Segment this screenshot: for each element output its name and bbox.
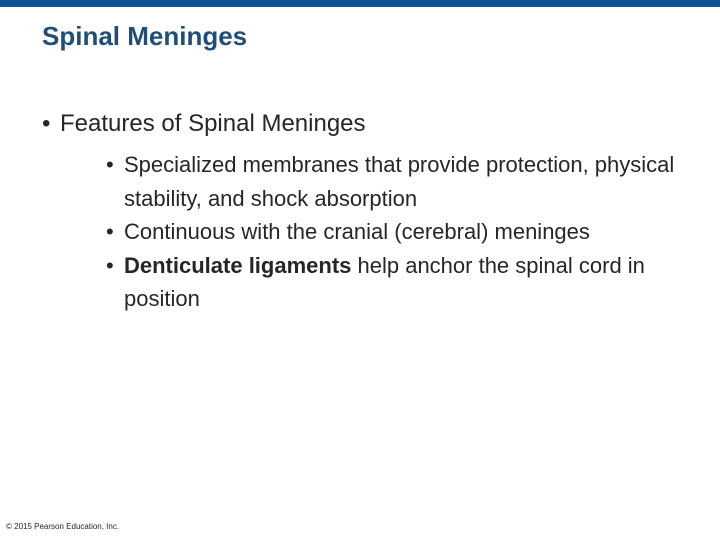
bullet-dot-icon: • [42, 110, 51, 137]
top-accent-bar [0, 0, 720, 7]
sub-bullet-text: help anchor the spinal cord in position [124, 252, 645, 311]
slide-title: Spinal Meninges [42, 21, 248, 51]
bullet-features [42, 108, 692, 316]
sub-bullet-text: Specialized membranes that provide protection, physical stability, and shock absorption [124, 152, 675, 211]
bullet-dot-icon: • [106, 252, 114, 278]
sub-bullet-denticulate-ligaments [106, 249, 686, 316]
main-bullet-list [42, 108, 692, 316]
bold-term: Denticulate ligaments [124, 252, 352, 278]
bullet-dot-icon: • [106, 152, 114, 177]
bullet-text: Features of Spinal Meninges [60, 110, 366, 137]
bullet-dot-icon: • [106, 219, 114, 244]
sub-bullet-continuous-cranial [106, 215, 686, 249]
sub-bullet-list [106, 148, 686, 316]
sub-bullet-specialized-membranes [106, 148, 686, 215]
sub-bullet-text: Continuous with the cranial (cerebral) meninges [124, 219, 590, 244]
copyright-notice: © 2015 Pearson Education, Inc. [6, 522, 120, 531]
